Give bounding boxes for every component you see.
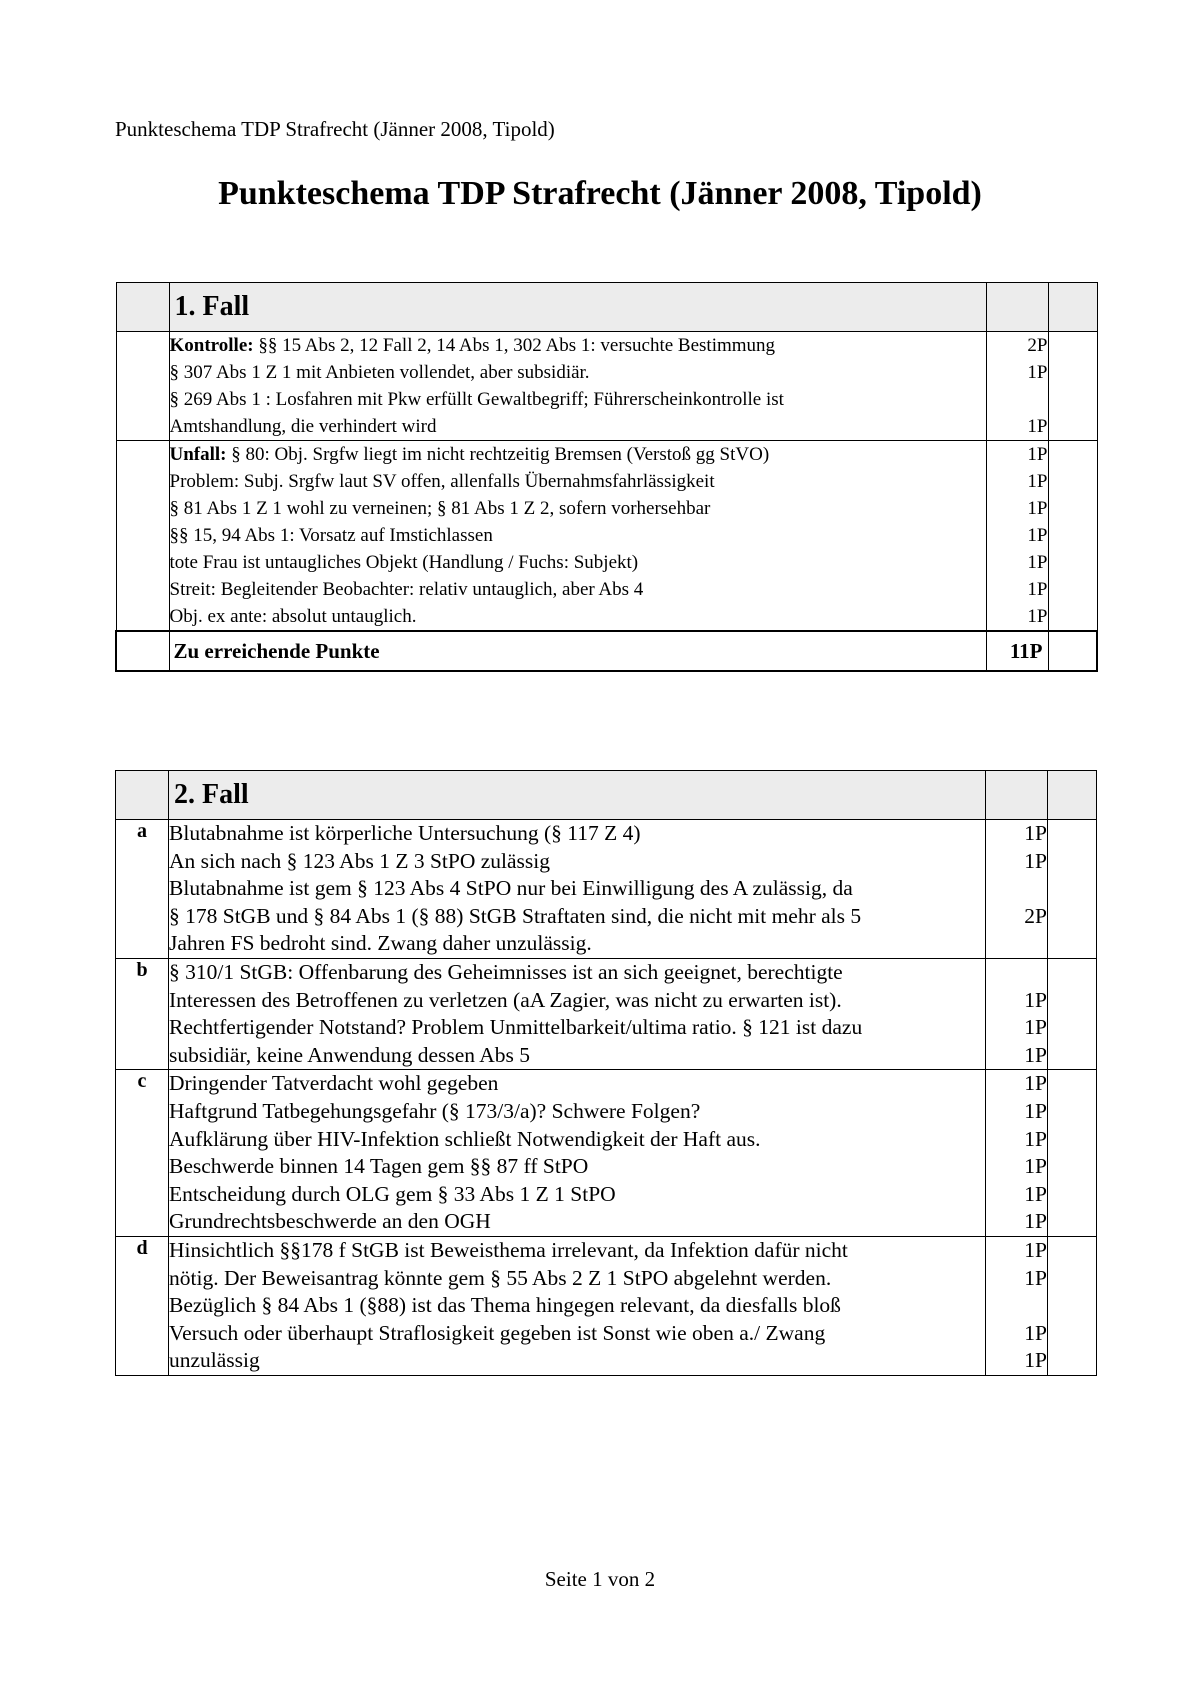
points-value: 1P	[1024, 848, 1047, 873]
points-value: 1P	[1024, 1320, 1047, 1345]
total-label: Zu erreichende Punkte	[169, 631, 986, 671]
section-blank-right	[1048, 332, 1097, 441]
points-value: 1P	[1027, 362, 1048, 383]
section-text	[169, 332, 986, 441]
points-value: 1P	[1024, 1209, 1047, 1234]
points-value: 1P	[1027, 606, 1048, 627]
text-line: § 310/1 StGB: Offenbarung des Geheimnisses ist an sich geeignet, berechtigte	[169, 959, 843, 984]
points-value: 1P	[1024, 1015, 1047, 1040]
text-line: §§ 15, 94 Abs 1: Vorsatz auf Imstichlassen	[169, 525, 493, 546]
fall2-section-a	[116, 820, 1097, 959]
text-line: An sich nach § 123 Abs 1 Z 3 StPO zulässig	[169, 848, 551, 873]
text-line: subsidiär, keine Anwendung dessen Abs 5	[169, 1042, 531, 1067]
section-blank-right	[1048, 441, 1097, 632]
points-value: 1P	[1027, 552, 1048, 573]
points-value: 1P	[1024, 1181, 1047, 1206]
text-line: § 307 Abs 1 Z 1 mit Anbieten vollendet, aber subsidiär.	[169, 362, 590, 383]
fall2-title: 2. Fall	[169, 771, 986, 820]
text-line: Versuch oder überhaupt Straflosigkeit gegeben ist Sonst wie oben a./ Zwang	[169, 1320, 826, 1345]
text-line: Streit: Begleitender Beobachter: relativ untauglich, aber Abs 4	[169, 579, 644, 600]
fall1-header-blank-right	[1048, 283, 1097, 332]
points-value: 1P	[1024, 1098, 1047, 1123]
section-text	[169, 1070, 986, 1237]
section-points	[986, 441, 1048, 632]
fall1-header-blank-left	[116, 283, 169, 332]
fall2-header-blank-points	[986, 771, 1048, 820]
section-blank-right	[1048, 1070, 1097, 1237]
section-letter: a	[116, 820, 169, 959]
text-line: Jahren FS bedroht sind. Zwang daher unzulässig.	[169, 931, 592, 956]
section-blank-right	[1048, 958, 1097, 1069]
points-value	[986, 1292, 1047, 1320]
section-blank-left	[116, 332, 169, 441]
page-title: Punkteschema TDP Strafrecht (Jänner 2008, Tipold)	[218, 175, 982, 212]
section-points	[986, 1236, 1048, 1375]
text-line: Grundrechtsbeschwerde an den OGH	[169, 1209, 491, 1234]
text-line: § 178 StGB und § 84 Abs 1 (§ 88) StGB Straftaten sind, die nicht mit mehr als 5	[169, 903, 862, 928]
points-value	[986, 959, 1047, 987]
text-line: Interessen des Betroffenen zu verletzen (aA Zagier, was nicht zu erwarten ist).	[169, 987, 842, 1012]
points-value: 2P	[1027, 335, 1048, 356]
section-blank-right	[1048, 1236, 1097, 1375]
points-value: 1P	[1024, 1071, 1047, 1096]
fall2-header-blank-right	[1048, 771, 1097, 820]
fall1-title: 1. Fall	[169, 283, 986, 332]
section-blank-left	[116, 441, 169, 632]
points-value	[986, 930, 1047, 958]
fall2-section-c	[116, 1070, 1097, 1237]
points-value: 1P	[1024, 987, 1047, 1012]
points-value: 1P	[1027, 444, 1048, 465]
section-letter: b	[116, 958, 169, 1069]
page-footer: Seite 1 von 2	[544, 1567, 656, 1591]
section-blank-right	[1048, 820, 1097, 959]
text-line: Blutabnahme ist körperliche Untersuchung (§ 117 Z 4)	[169, 821, 641, 845]
points-value: 1P	[1024, 1042, 1047, 1067]
section-letter: c	[116, 1070, 169, 1237]
text-line: Entscheidung durch OLG gem § 33 Abs 1 Z 1 StPO	[169, 1181, 616, 1206]
section-label: Unfall:	[169, 444, 227, 465]
section-text	[169, 958, 986, 1069]
total-blank-left	[116, 631, 169, 671]
points-value: 1P	[1027, 471, 1048, 492]
fall2-section-b	[116, 958, 1097, 1069]
points-value: 2P	[1024, 903, 1047, 928]
points-value: 1P	[1024, 821, 1047, 845]
text-line: Hinsichtlich §§178 f StGB ist Beweisthema irrelevant, da Infektion dafür nicht	[169, 1237, 848, 1262]
text-line: Problem: Subj. Srgfw laut SV offen, allenfalls Übernahmsfahrlässigkeit	[169, 471, 715, 492]
text-line: Dringender Tatverdacht wohl gegeben	[169, 1071, 499, 1096]
text-line: Blutabnahme ist gem § 123 Abs 4 StPO nur bei Einwilligung des A zulässig, da	[169, 876, 853, 901]
section-text	[169, 1236, 986, 1375]
points-value	[987, 386, 1048, 413]
points-value: 1P	[1027, 525, 1048, 546]
section-text	[169, 820, 986, 959]
running-header: Punkteschema TDP Strafrecht (Jänner 2008, Tipold)	[115, 117, 555, 141]
total-blank-right	[1048, 631, 1097, 671]
points-value: 1P	[1027, 416, 1048, 437]
section-points	[986, 958, 1048, 1069]
text-line: Beschwerde binnen 14 Tagen gem §§ 87 ff StPO	[169, 1154, 589, 1179]
fall1-section-unfall	[116, 441, 1097, 632]
fall2-section-d	[116, 1236, 1097, 1375]
text-line: § 81 Abs 1 Z 1 wohl zu verneinen; § 81 Abs 1 Z 2, sofern vorhersehbar	[169, 498, 711, 519]
text-line: tote Frau ist untaugliches Objekt (Handlung / Fuchs: Subjekt)	[169, 552, 639, 573]
section-points	[986, 1070, 1048, 1237]
text-line: Unfall: § 80: Obj. Srgfw liegt im nicht rechtzeitig Bremsen (Verstoß gg StVO)	[169, 444, 770, 465]
fall1-header-blank-points	[986, 283, 1048, 332]
points-value	[986, 875, 1047, 903]
section-points	[986, 332, 1048, 441]
fall1-header-row	[116, 283, 1097, 332]
points-value: 1P	[1024, 1348, 1047, 1373]
points-value: 1P	[1024, 1265, 1047, 1290]
text-line: nötig. Der Beweisantrag könnte gem § 55 Abs 2 Z 1 StPO abgelehnt werden.	[169, 1265, 832, 1290]
fall1-section-kontrolle	[116, 332, 1097, 441]
section-text	[169, 441, 986, 632]
text-line: Bezüglich § 84 Abs 1 (§88) ist das Thema hingegen relevant, da diesfalls bloß	[169, 1293, 841, 1318]
section-letter: d	[116, 1236, 169, 1375]
text-line: Obj. ex ante: absolut untauglich.	[169, 606, 417, 627]
fall2-table	[115, 770, 1097, 1376]
text-line: Haftgrund Tatbegehungsgefahr (§ 173/3/a)? Schwere Folgen?	[169, 1098, 701, 1123]
points-value: 1P	[1027, 498, 1048, 519]
total-points: 11P	[986, 631, 1048, 671]
section-label: Kontrolle:	[169, 335, 254, 356]
fall2-header-blank-left	[116, 771, 169, 820]
text-line: unzulässig	[169, 1348, 260, 1373]
points-value: 1P	[1024, 1126, 1047, 1151]
points-value: 1P	[1024, 1237, 1047, 1262]
fall2-header-row	[116, 771, 1097, 820]
points-value: 1P	[1027, 579, 1048, 600]
points-value: 1P	[1024, 1154, 1047, 1179]
fall1-total-row	[116, 631, 1097, 671]
section-points	[986, 820, 1048, 959]
text-line: Aufklärung über HIV-Infektion schließt Notwendigkeit der Haft aus.	[169, 1126, 761, 1151]
text-line: Rechtfertigender Notstand? Problem Unmittelbarkeit/ultima ratio. § 121 ist dazu	[169, 1015, 863, 1040]
text-line: Amtshandlung, die verhindert wird	[169, 416, 437, 437]
fall1-table	[115, 282, 1098, 672]
text-line: Kontrolle: §§ 15 Abs 2, 12 Fall 2, 14 Abs 1, 302 Abs 1: versuchte Bestimmung	[169, 335, 776, 356]
text-line: § 269 Abs 1 : Losfahren mit Pkw erfüllt Gewaltbegriff; Führerscheinkontrolle ist	[169, 389, 784, 410]
